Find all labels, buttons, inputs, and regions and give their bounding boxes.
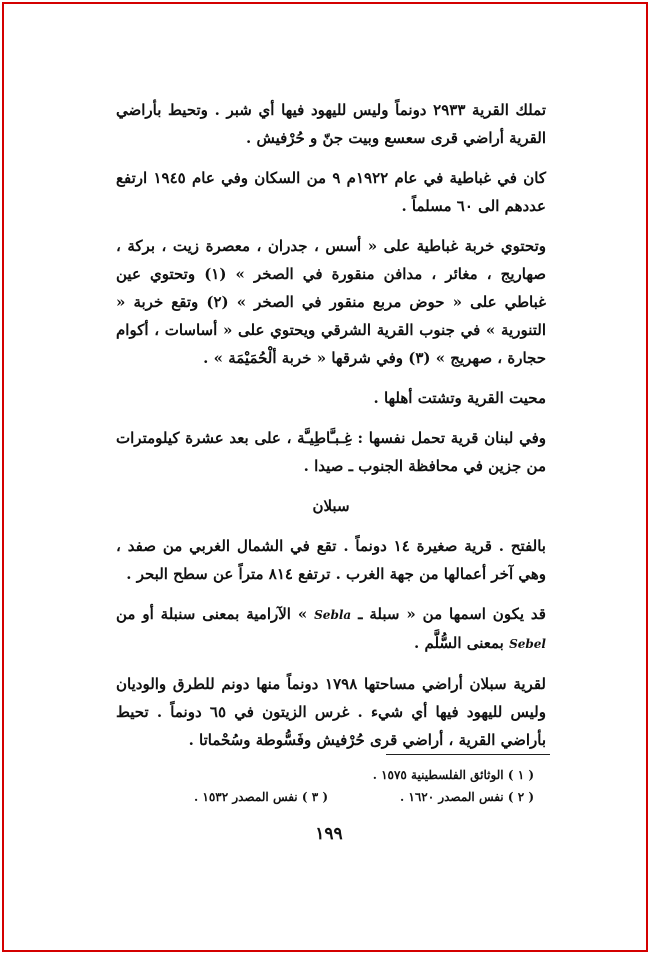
etymology-text-end: بمعنى السُّلَّم . — [414, 634, 504, 652]
paragraph-land-ownership: تملك القرية ٢٩٣٣ دونماً وليس لليهود فيها أي شبر . وتحيط بأراضي القرية أراضي قرى سعسع وبيت جنّ و حُرْفيش . — [116, 101, 546, 147]
etymology-text-middle: » الآرامية بمعنى سنبلة أو من — [116, 605, 308, 623]
paragraph-sablan-location: بالفتح . قرية صغيرة ١٤ دونماً . تقع في الشمال الغربي من صفد ، وهي آخر أعمالها من جهة الغرب . ترتفع ٨١٤ متراً عن سطح البحر . — [116, 537, 546, 583]
page-body — [116, 96, 546, 766]
paragraph-destroyed: محيت القرية وتشتت أهلها . — [373, 389, 546, 407]
paragraph-ruins: وتحتوي خربة غباطية على « أسس ، جدران ، معصرة زيت ، بركة ، صهاريج ، مغائر ، مدافن منقورة في الصخر » (١) وتحتوي عين غباطي على « حوض مربع منقور في الصخر » (٢) وتقع خربة « التنورية » في جنوب القرية الشرقي ويحتوي على « أساسات ، أكوام حجارة ، صهريج » (٣) وفي شرقها « خربة ألْحُمَيْمَة » . — [116, 237, 546, 367]
paragraph-lebanon-village: وفي لبنان قرية تحمل نفسها : غِـبـَّاطِيـَّة ، على بعد عشرة كيلومترات من جزين في محافظة الجنوب ـ صيدا . — [116, 429, 546, 475]
paragraph-population: كان في غباطية في عام ١٩٢٢م ٩ من السكان وفي عام ١٩٤٥ ارتفع عددهم الى ٦٠ مسلماً . — [116, 169, 546, 215]
page-number: ١٩٩ — [315, 824, 343, 844]
footnote-1: ( ١ ) الوثائق الفلسطينية ١٥٧٥ . — [372, 768, 534, 782]
section-heading-sablan: سبلان — [312, 497, 350, 515]
footnote-3: ( ٣ ) نفس المصدر ١٥٣٢ . — [194, 790, 328, 804]
footnote-divider — [386, 754, 550, 755]
etymology-text-start: قد يكون اسمها من « سبلة ـ — [358, 605, 546, 623]
latin-term-sebel: Sebel — [509, 637, 546, 651]
paragraph-sablan-lands: لقرية سبلان أراضي مساحتها ١٧٩٨ دونماً منها دونم للطرق والوديان وليس لليهود فيها أي شيء . غرس الزيتون في ٦٥ دونماً . تحيط بأراضي القرية ، أراضي قرى حُرْفيش وفَسُّوطة وسُحْماتا . — [116, 675, 546, 749]
footnote-2: ( ٢ ) نفس المصدر ١٦٢٠ . — [400, 790, 534, 804]
paragraph-sablan-etymology — [116, 600, 546, 658]
document-page — [2, 2, 648, 952]
latin-term-sebla: Sebla — [314, 608, 352, 622]
